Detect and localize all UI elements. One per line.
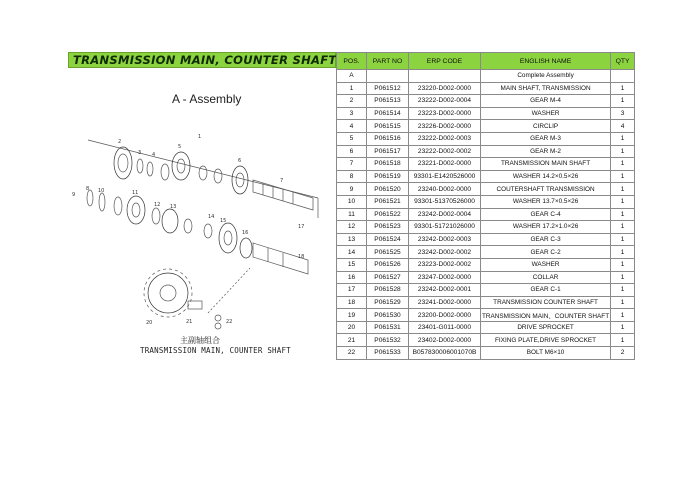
cell-qty: 1 <box>611 246 635 259</box>
cell-english-name: GEAR M-3 <box>481 132 611 145</box>
cell-english-name: FIXING PLATE,DRIVE SPROCKET <box>481 334 611 347</box>
assembly-label: A - Assembly <box>172 92 242 106</box>
callout-label: 6 <box>238 158 242 164</box>
cell-pos: A <box>337 70 367 83</box>
cell-pos: 16 <box>337 271 367 284</box>
gear-c2-part <box>219 223 237 253</box>
sprocket-teeth <box>144 269 192 317</box>
cell-qty: 1 <box>611 132 635 145</box>
table-row <box>337 132 635 145</box>
cell-qty: 1 <box>611 145 635 158</box>
cell-erp-code: 23222-D002-0004 <box>409 95 481 108</box>
cell-erp-code <box>409 70 481 83</box>
cell-pos: 13 <box>337 233 367 246</box>
cell-part-no: P061532 <box>367 334 409 347</box>
cell-erp-code: 23401-G011-0000 <box>409 321 481 334</box>
cell-erp-code: B057830006001070B <box>409 347 481 360</box>
cell-part-no: P061518 <box>367 158 409 171</box>
cell-part-no: P061521 <box>367 195 409 208</box>
cell-english-name: TRANSMISSION MAIN、COUNTER SHAFT <box>481 309 611 322</box>
section-title-bar <box>68 52 336 68</box>
cell-english-name: TRANSMISSION COUNTER SHAFT <box>481 296 611 309</box>
drive-sprocket-part <box>148 273 188 313</box>
callout-label: 15 <box>220 218 227 224</box>
callout-label: 18 <box>298 254 305 260</box>
table-row <box>337 284 635 297</box>
table-row <box>337 296 635 309</box>
table-row <box>337 145 635 158</box>
cell-erp-code: 23247-D002-0000 <box>409 271 481 284</box>
cell-pos: 12 <box>337 221 367 234</box>
cell-erp-code: 93301-51370526000 <box>409 195 481 208</box>
table-row <box>337 107 635 120</box>
gear-c4-hub <box>132 203 140 217</box>
cell-erp-code: 23221-D002-0000 <box>409 158 481 171</box>
cell-erp-code: 23200-D002-0000 <box>409 309 481 322</box>
cell-qty: 1 <box>611 271 635 284</box>
cell-english-name: GEAR M-4 <box>481 95 611 108</box>
drawing-caption-english: TRANSMISSION MAIN, COUNTER SHAFT <box>140 346 291 355</box>
cell-pos: 2 <box>337 95 367 108</box>
table-row <box>337 334 635 347</box>
cell-pos: 20 <box>337 321 367 334</box>
callout-label: 8 <box>86 186 90 192</box>
cell-pos: 15 <box>337 258 367 271</box>
callout-label: 13 <box>170 204 177 210</box>
gear-m2-hub <box>236 173 244 187</box>
cell-pos: 19 <box>337 309 367 322</box>
cell-pos: 1 <box>337 82 367 95</box>
cell-qty: 1 <box>611 195 635 208</box>
circlip-part <box>204 224 212 238</box>
cell-qty: 1 <box>611 334 635 347</box>
cell-erp-code: 23222-D002-0003 <box>409 132 481 145</box>
callout-label: 5 <box>178 144 182 150</box>
circlip-part <box>147 162 153 176</box>
cell-pos: 18 <box>337 296 367 309</box>
cell-english-name: WASHER <box>481 258 611 271</box>
cell-erp-code: 23242-D002-0001 <box>409 284 481 297</box>
cell-english-name: CIRCLIP <box>481 120 611 133</box>
table-row <box>337 158 635 171</box>
cell-qty: 4 <box>611 120 635 133</box>
cell-pos: 14 <box>337 246 367 259</box>
cell-qty: 1 <box>611 208 635 221</box>
cell-qty: 1 <box>611 296 635 309</box>
cell-part-no: P061528 <box>367 284 409 297</box>
header-english-name: ENGLISH NAME <box>481 53 611 70</box>
cell-qty: 1 <box>611 183 635 196</box>
cell-erp-code: 23240-D002-0000 <box>409 183 481 196</box>
washer-part <box>214 169 222 183</box>
cell-qty: 1 <box>611 158 635 171</box>
cell-english-name: COUTERSHAFT TRANSMISSION <box>481 183 611 196</box>
table-row <box>337 221 635 234</box>
callout-label: 12 <box>154 202 161 208</box>
cell-part-no: P061519 <box>367 170 409 183</box>
cell-erp-code: 23222-D002-0002 <box>409 145 481 158</box>
cell-part-no: P061523 <box>367 221 409 234</box>
cell-erp-code: 93301-51721026000 <box>409 221 481 234</box>
gear-m3-part <box>172 152 190 180</box>
cell-qty: 1 <box>611 233 635 246</box>
cell-part-no: P061520 <box>367 183 409 196</box>
gear-c4-part <box>127 196 145 224</box>
cell-erp-code: 23220-D002-0000 <box>409 82 481 95</box>
cell-english-name: GEAR C-4 <box>481 208 611 221</box>
cell-part-no: P061525 <box>367 246 409 259</box>
circlip-part <box>199 166 207 180</box>
cell-english-name: GEAR C-2 <box>481 246 611 259</box>
gear-m4-part <box>114 147 132 179</box>
table-row <box>337 271 635 284</box>
gear-m3-hub <box>177 159 185 173</box>
table-row <box>337 208 635 221</box>
cell-english-name: COLLAR <box>481 271 611 284</box>
cell-pos: 21 <box>337 334 367 347</box>
cell-english-name: TRANSMISSION MAIN SHAFT <box>481 158 611 171</box>
cell-part-no: P061529 <box>367 296 409 309</box>
table-row <box>337 195 635 208</box>
sprocket-hub <box>160 285 176 301</box>
parts-table-body <box>337 70 635 360</box>
washer-part <box>184 219 192 233</box>
cell-pos: 3 <box>337 107 367 120</box>
cell-part-no: P061514 <box>367 107 409 120</box>
gear-c3-part <box>162 209 178 233</box>
cell-english-name: WASHER 13.7×0.5×26 <box>481 195 611 208</box>
cell-part-no: P061516 <box>367 132 409 145</box>
washer-part <box>161 164 169 180</box>
washer-part <box>99 193 105 211</box>
cell-pos: 9 <box>337 183 367 196</box>
cell-english-name: WASHER 17.2×1.0×26 <box>481 221 611 234</box>
header-erp-code: ERP CODE <box>409 53 481 70</box>
cell-part-no: P061513 <box>367 95 409 108</box>
cell-pos: 6 <box>337 145 367 158</box>
cell-english-name: GEAR C-1 <box>481 284 611 297</box>
cell-pos: 8 <box>337 170 367 183</box>
table-row <box>337 233 635 246</box>
header-part-no: PART NO <box>367 53 409 70</box>
callout-label: 16 <box>242 230 249 236</box>
parts-table <box>336 52 635 360</box>
cell-part-no: P061530 <box>367 309 409 322</box>
callout-label: 11 <box>132 190 139 196</box>
cell-english-name: Complete Assembly <box>481 70 611 83</box>
callout-label: 21 <box>186 319 193 325</box>
cell-erp-code: 23242-D002-0004 <box>409 208 481 221</box>
cell-pos: 11 <box>337 208 367 221</box>
circlip-part <box>114 197 122 215</box>
gear-m4-hub <box>118 154 128 172</box>
gear-c2-hub <box>224 231 232 245</box>
table-row <box>337 321 635 334</box>
table-row <box>337 170 635 183</box>
callout-label: 3 <box>138 150 142 156</box>
gear-c1-part <box>240 238 252 258</box>
cell-pos: 10 <box>337 195 367 208</box>
cell-qty: 1 <box>611 258 635 271</box>
bolt-part <box>215 323 221 329</box>
cell-erp-code: 23223-D002-0002 <box>409 258 481 271</box>
cell-english-name: BOLT M6×10 <box>481 347 611 360</box>
cell-part-no: P061517 <box>367 145 409 158</box>
cell-qty: 1 <box>611 95 635 108</box>
cell-qty: 2 <box>611 347 635 360</box>
section-title: TRANSMISSION MAIN, COUNTER SHAFT <box>73 53 337 67</box>
cell-pos: 7 <box>337 158 367 171</box>
cell-english-name: DRIVE SPROCKET <box>481 321 611 334</box>
cell-qty: 1 <box>611 221 635 234</box>
cell-erp-code: 23223-D002-0000 <box>409 107 481 120</box>
table-header-row <box>337 53 635 70</box>
table-row <box>337 82 635 95</box>
cell-part-no: P061522 <box>367 208 409 221</box>
cell-erp-code: 23402-D002-0000 <box>409 334 481 347</box>
callout-label: 14 <box>208 214 215 220</box>
table-row <box>337 347 635 360</box>
cell-qty: 1 <box>611 309 635 322</box>
callout-label: 20 <box>146 320 153 326</box>
cell-erp-code: 23242-D002-0003 <box>409 233 481 246</box>
fixing-plate-part <box>188 301 202 309</box>
cell-part-no: P061524 <box>367 233 409 246</box>
table-row <box>337 309 635 322</box>
cell-part-no <box>367 70 409 83</box>
table-row <box>337 70 635 83</box>
table-row <box>337 183 635 196</box>
cell-pos: 22 <box>337 347 367 360</box>
cell-erp-code: 23241-D002-0000 <box>409 296 481 309</box>
callout-label: 9 <box>72 192 76 198</box>
washer-part <box>137 159 143 173</box>
drawing-caption-chinese: 主副轴组合 <box>180 336 220 345</box>
callout-label: 22 <box>226 319 233 325</box>
callout-label: 4 <box>152 152 156 158</box>
table-row <box>337 95 635 108</box>
cell-qty: 1 <box>611 82 635 95</box>
cell-erp-code: 93301-E1420526000 <box>409 170 481 183</box>
cell-part-no: P061526 <box>367 258 409 271</box>
cell-english-name: MAIN SHAFT, TRANSMISSION <box>481 82 611 95</box>
cell-qty: 1 <box>611 321 635 334</box>
cell-part-no: P061533 <box>367 347 409 360</box>
cell-part-no: P061512 <box>367 82 409 95</box>
cell-erp-code: 23226-D002-0000 <box>409 120 481 133</box>
leader-line <box>208 268 250 313</box>
cell-pos: 5 <box>337 132 367 145</box>
cell-qty: 1 <box>611 170 635 183</box>
bolt-part <box>215 315 221 321</box>
washer-part <box>152 208 160 224</box>
cell-pos: 4 <box>337 120 367 133</box>
washer-part <box>87 190 93 206</box>
cell-english-name: WASHER <box>481 107 611 120</box>
callout-label: 2 <box>118 139 122 145</box>
cell-english-name: GEAR M-2 <box>481 145 611 158</box>
callout-label: 1 <box>198 134 202 140</box>
cell-part-no: P061515 <box>367 120 409 133</box>
cell-qty: 3 <box>611 107 635 120</box>
table-row <box>337 258 635 271</box>
header-pos: POS. <box>337 53 367 70</box>
callout-label: 10 <box>98 188 105 194</box>
cell-english-name: WASHER 14.2×0.5×26 <box>481 170 611 183</box>
cell-part-no: P061531 <box>367 321 409 334</box>
callout-label: 7 <box>280 178 284 184</box>
header-qty: QTY <box>611 53 635 70</box>
table-row <box>337 246 635 259</box>
cell-erp-code: 23242-D002-0002 <box>409 246 481 259</box>
cell-pos: 17 <box>337 284 367 297</box>
cell-qty: 1 <box>611 284 635 297</box>
cell-qty <box>611 70 635 83</box>
cell-english-name: GEAR C-3 <box>481 233 611 246</box>
cell-part-no: P061527 <box>367 271 409 284</box>
table-row <box>337 120 635 133</box>
callout-label: 17 <box>298 224 305 230</box>
